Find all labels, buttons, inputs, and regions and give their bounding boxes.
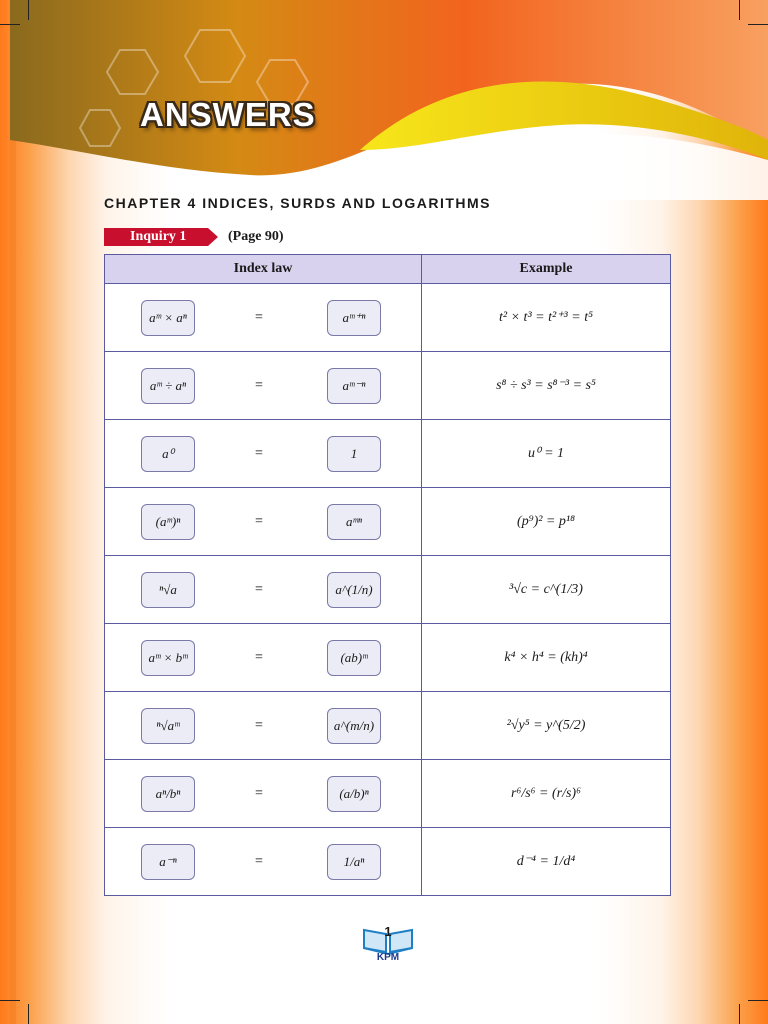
law-cell xyxy=(105,692,422,760)
law-right-box: a^(m/n) xyxy=(327,708,381,744)
table-row xyxy=(105,760,671,828)
law-left-box: aᵐ × aⁿ xyxy=(141,300,195,336)
law-right-box: 1 xyxy=(327,436,381,472)
example-cell: d⁻⁴ = 1/d⁴ xyxy=(422,828,671,896)
law-left-box: (aᵐ)ⁿ xyxy=(141,504,195,540)
law-left-box: aⁿ/bⁿ xyxy=(141,776,195,812)
crop-mark xyxy=(28,1004,29,1024)
example-cell: k⁴ × h⁴ = (kh)⁴ xyxy=(422,624,671,692)
crop-mark xyxy=(0,1000,20,1001)
law-right-box: aᵐⁿ xyxy=(327,504,381,540)
crop-mark xyxy=(28,0,29,20)
law-left-box: ⁿ√a xyxy=(141,572,195,608)
table-row xyxy=(105,828,671,896)
law-right-box: (a/b)ⁿ xyxy=(327,776,381,812)
equals-sign: = xyxy=(255,785,263,801)
table-row xyxy=(105,284,671,352)
law-cell xyxy=(105,352,422,420)
example-cell: (p⁹)² = p¹⁸ xyxy=(422,488,671,556)
kpm-logo xyxy=(360,922,416,968)
equals-sign: = xyxy=(255,717,263,733)
law-left-box: a⁰ xyxy=(141,436,195,472)
equals-sign: = xyxy=(255,513,263,529)
table-row xyxy=(105,352,671,420)
table-row xyxy=(105,420,671,488)
law-cell xyxy=(105,624,422,692)
law-cell xyxy=(105,488,422,556)
law-right-box: a^(1/n) xyxy=(327,572,381,608)
header-index-law: Index law xyxy=(105,255,422,284)
equals-sign: = xyxy=(255,445,263,461)
kpm-label: KPM xyxy=(376,952,400,963)
header-example: Example xyxy=(422,255,671,284)
header-banner xyxy=(0,0,768,200)
crop-mark xyxy=(739,1004,740,1024)
law-left-box: a⁻ⁿ xyxy=(141,844,195,880)
law-right-box: (ab)ᵐ xyxy=(327,640,381,676)
law-right-box: aᵐ⁻ⁿ xyxy=(327,368,381,404)
table-row xyxy=(105,556,671,624)
chapter-heading: CHAPTER 4 INDICES, SURDS AND LOGARITHMS xyxy=(104,195,492,211)
law-cell xyxy=(105,760,422,828)
example-cell: ²√y⁵ = y^(5/2) xyxy=(422,692,671,760)
law-left-box: ⁿ√aᵐ xyxy=(141,708,195,744)
crop-mark xyxy=(0,24,20,25)
crop-mark xyxy=(748,1000,768,1001)
table-header-row xyxy=(105,255,671,284)
crop-mark xyxy=(739,0,740,20)
example-cell: t² × t³ = t²⁺³ = t⁵ xyxy=(422,284,671,352)
index-laws-table xyxy=(104,254,671,896)
law-cell xyxy=(105,556,422,624)
equals-sign: = xyxy=(255,853,263,869)
law-cell xyxy=(105,420,422,488)
table-row xyxy=(105,624,671,692)
banner-graphic xyxy=(0,0,768,200)
law-cell xyxy=(105,284,422,352)
equals-sign: = xyxy=(255,309,263,325)
example-cell: ³√c = c^(1/3) xyxy=(422,556,671,624)
law-right-box: aᵐ⁺ⁿ xyxy=(327,300,381,336)
example-cell: s⁸ ÷ s³ = s⁸⁻³ = s⁵ xyxy=(422,352,671,420)
inquiry-page-ref: (Page 90) xyxy=(228,229,284,244)
crop-mark xyxy=(748,24,768,25)
table-row xyxy=(105,692,671,760)
equals-sign: = xyxy=(255,649,263,665)
equals-sign: = xyxy=(255,581,263,597)
page-title: ANSWERS xyxy=(140,96,316,133)
law-right-box: 1/aⁿ xyxy=(327,844,381,880)
example-cell: r⁶/s⁶ = (r/s)⁶ xyxy=(422,760,671,828)
law-left-box: aᵐ ÷ aⁿ xyxy=(141,368,195,404)
example-cell: u⁰ = 1 xyxy=(422,420,671,488)
inquiry-label: Inquiry 1 xyxy=(130,229,187,244)
equals-sign: = xyxy=(255,377,263,393)
law-cell xyxy=(105,828,422,896)
law-left-box: aᵐ × bᵐ xyxy=(141,640,195,676)
table-row xyxy=(105,488,671,556)
page-number: 1 xyxy=(384,924,392,939)
